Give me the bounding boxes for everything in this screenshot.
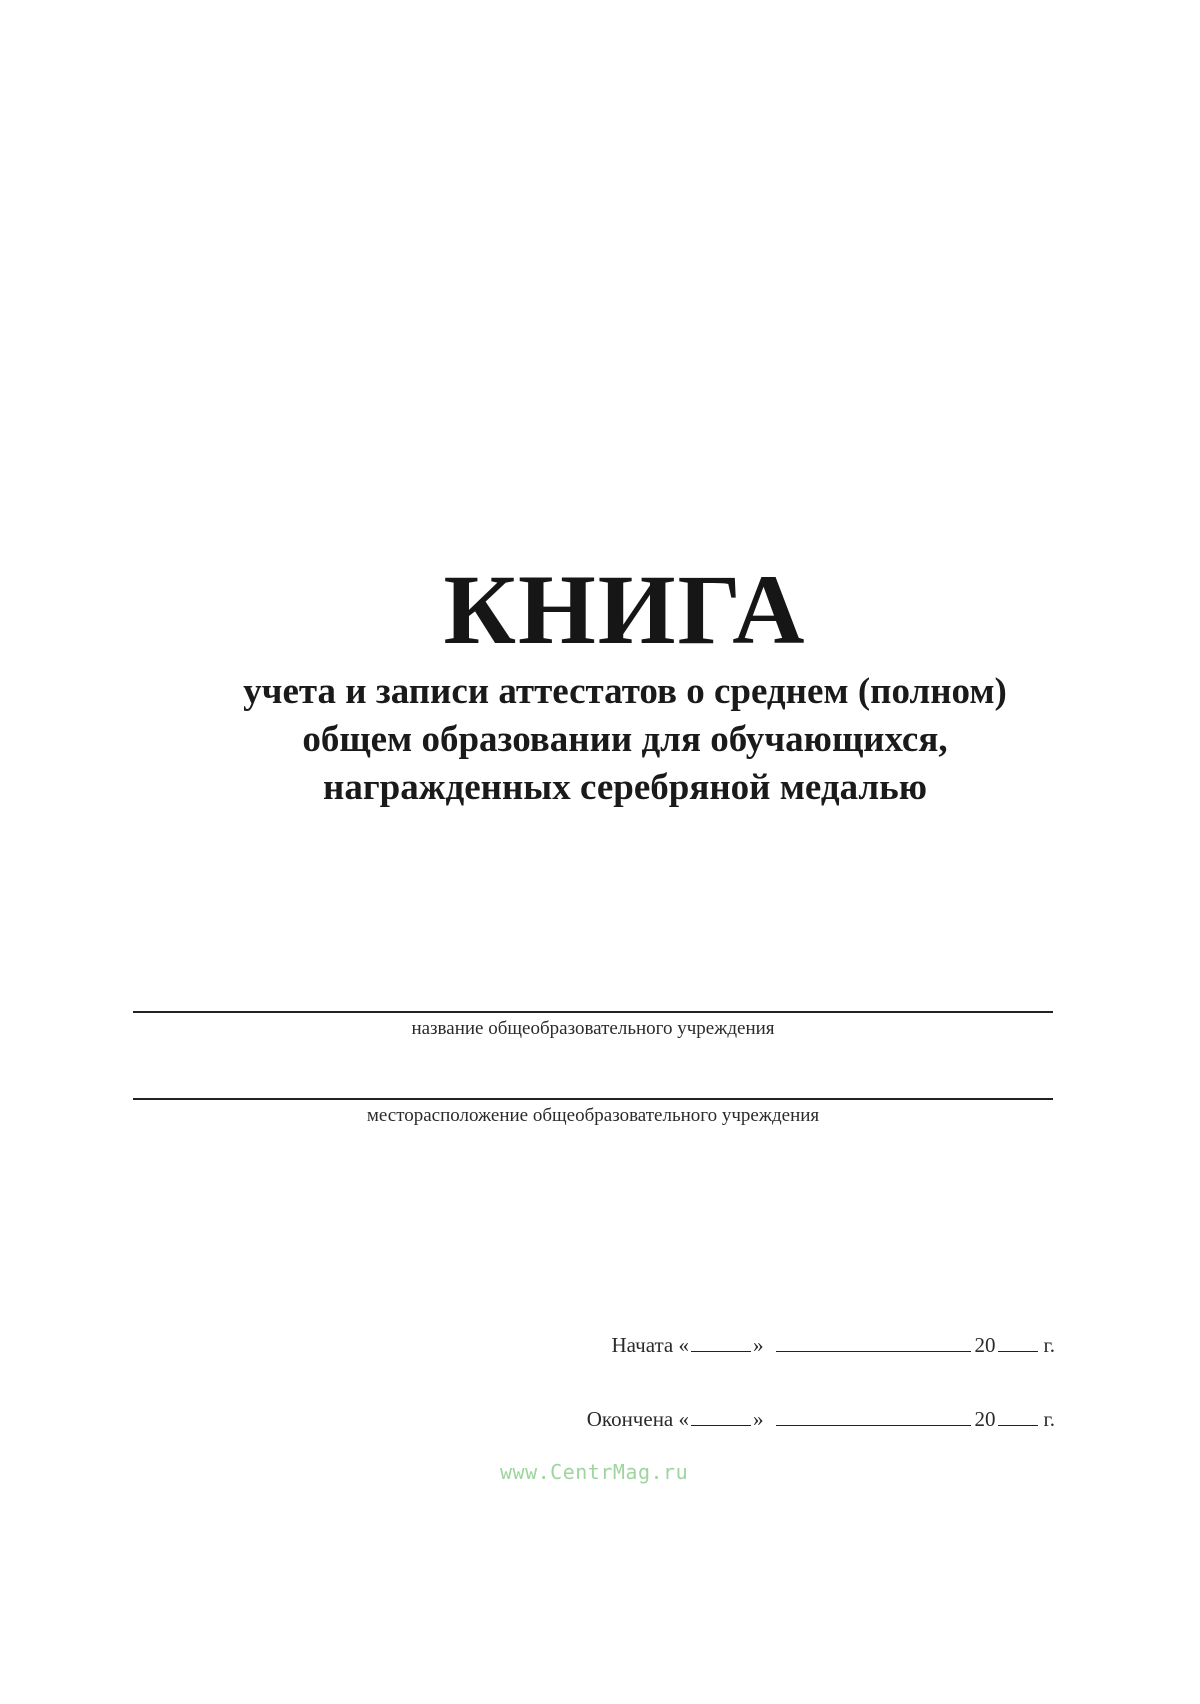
end-date-row bbox=[587, 1407, 1055, 1432]
subtitle-line: общем образовании для обучающихся, bbox=[302, 719, 948, 760]
document-subtitle bbox=[150, 668, 1100, 812]
subtitle-line: награжденных серебряной медалью bbox=[323, 767, 927, 808]
year-suffix: г. bbox=[1043, 1333, 1055, 1357]
start-date-row bbox=[612, 1333, 1056, 1358]
close-quote: » bbox=[753, 1407, 764, 1431]
start-date-label: Начата bbox=[611, 1333, 674, 1357]
document-title: КНИГА bbox=[443, 554, 807, 665]
day-blank bbox=[691, 1350, 751, 1352]
end-date-label: Окончена bbox=[586, 1407, 674, 1431]
institution-name-line bbox=[133, 1011, 1053, 1013]
institution-location-line bbox=[133, 1098, 1053, 1100]
year-blank bbox=[998, 1350, 1038, 1352]
month-blank bbox=[776, 1424, 971, 1426]
day-blank bbox=[691, 1424, 751, 1426]
month-blank bbox=[776, 1350, 971, 1352]
open-quote: « bbox=[678, 1407, 689, 1431]
institution-name-caption: название общеобразовательного учреждения bbox=[411, 1018, 775, 1039]
institution-location-caption: месторасположение общеобразовательного учреждения bbox=[366, 1105, 820, 1126]
watermark: www.CentrMag.ru bbox=[500, 1460, 689, 1484]
close-quote: » bbox=[753, 1333, 764, 1357]
open-quote: « bbox=[678, 1333, 689, 1357]
subtitle-line: учета и записи аттестатов о среднем (полном) bbox=[243, 671, 1007, 712]
century-text: 20 bbox=[974, 1333, 996, 1357]
year-blank bbox=[998, 1424, 1038, 1426]
century-text: 20 bbox=[974, 1407, 996, 1431]
year-suffix: г. bbox=[1043, 1407, 1055, 1431]
